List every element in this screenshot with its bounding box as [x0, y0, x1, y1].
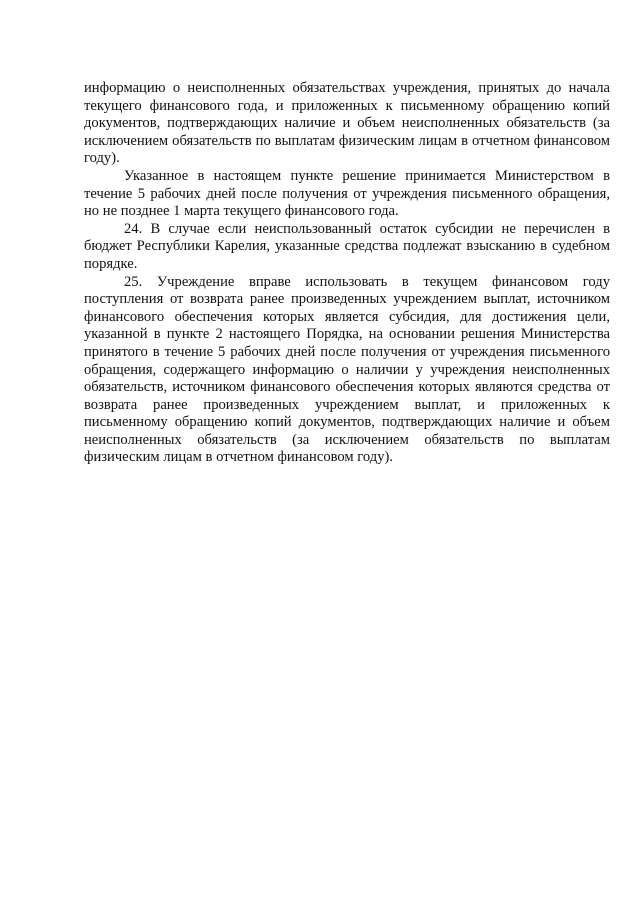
paragraph-clause-25: 25. Учреждение вправе использовать в текущем финансовом году поступления от возврата ранее произведенных учреждением выплат, источником финансового обеспечения которых является субсидия, для достижения цели, указанной в пункте 2 настоящего Порядка, на основании решения Министерства принятого в течение 5 рабочих дней после получения от учреждения письменного обращения, содержащего информацию о наличии у учреждения неисполненных обязательств, источником финансового обеспечения которых являются средства от возврата ранее произведенных учреждением выплат, и приложенных к письменному обращению копий документов, подтверждающих наличие и объем неисполненных обязательств (за исключением обязательств по выплатам физическим лицам в отчетном финансовом году).: [84, 273, 610, 466]
paragraph-decision-deadline: Указанное в настоящем пункте решение принимается Министерством в течение 5 рабочих дней после получения от учреждения письменного обращения, но не позднее 1 марта текущего финансового года.: [84, 167, 610, 220]
paragraph-clause-24: 24. В случае если неиспользованный остаток субсидии не перечислен в бюджет Республики Карелия, указанные средства подлежат взысканию в судебном порядке.: [84, 220, 610, 272]
paragraph-continuation: информацию о неисполненных обязательствах учреждения, принятых до начала текущего финансового года, и приложенных к письменному обращению копий документов, подтверждающих наличие и объем неисполненных обязательств (за исключением обязательств по выплатам физическим лицам в отчетном финансовом году).: [84, 80, 610, 167]
document-body: [84, 80, 610, 467]
